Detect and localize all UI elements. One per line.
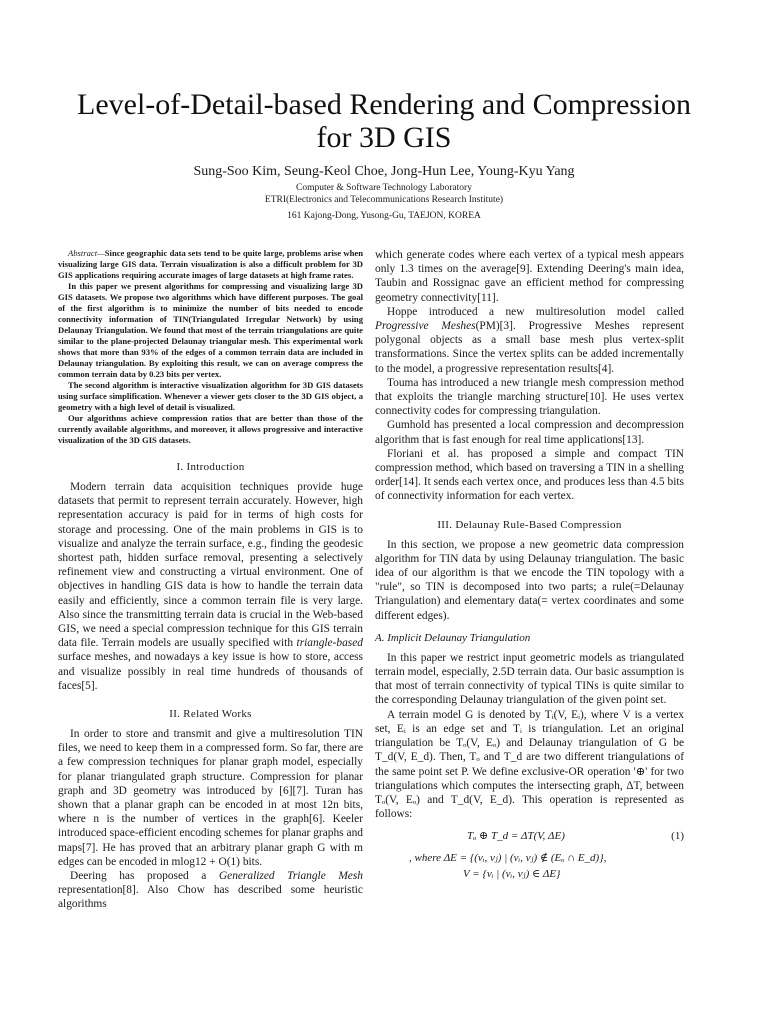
related-works-paragraph-3: which generate codes where each vertex of a typical mesh appears only 1.3 times on the average[9]. Extending Deering's main idea, Taubin and Rossignac gave an efficient method for compressing geometry connectivity[11].	[375, 249, 684, 304]
left-column	[58, 248, 363, 912]
affiliation-address: 161 Kajong-Dong, Yusong-Gu, TAEJON, KOREA	[287, 211, 481, 221]
equation-1-vertex-set: V = {vᵢ | (vᵢ, vⱼ) ∈ ΔE}	[463, 868, 561, 881]
delaunay-paragraph-2: In this paper we restrict input geometric models as triangulated terrain model, especially, 2.5D terrain data. Our basic assumption is that most of terrain connectivity of typical TINs is quite similar to the corresponding Delaunay triangulation of the given point set.	[375, 651, 684, 707]
abstract-paragraph-2: In this paper we present algorithms for compressing and visualizing large 3D GIS datasets. We propose two algorithms which have different purposes. The goal of the first algorithm is to minimize the number of bits needed to encode connectivity information of TIN(Triangulated Irregular Network) by using Delaunay Triangulation. We found that most of the terrain triangulations are quite similar to the plane-projected Delaunay triangular mesh. This experimental work shows that more than 93% of the edges of a common terrain data are included in Delaunay triangulation. By exploiting this result, we can on average compress the common terrain data by 0.23 bits per vertex.	[58, 281, 363, 379]
author-list: Sung-Soo Kim, Seung-Keol Choe, Jong-Hun Lee, Young-Kyu Yang	[193, 164, 575, 179]
abstract-paragraph-3: The second algorithm is interactive visualization algorithm for 3D GIS datasets using surface simplification. Whenever a viewer gets closer to the 3D GIS object, a geometry with a high level of detail is visualized.	[58, 380, 363, 412]
related-works-paragraph-6: Gumhold has presented a local compression and decompression algorithm that is fast enough for real time applications[13].	[375, 419, 684, 446]
section-heading-delaunay: III. Delaunay Rule-Based Compression	[437, 518, 622, 531]
section-heading-related-works: II. Related Works	[169, 708, 252, 721]
abstract-paragraph-4: Our algorithms achieve compression ratios that are better than those of the currently available algorithms, and moreover, it allows progressive and interactive visualization of the 3D GIS datasets.	[58, 413, 363, 445]
related-works-paragraph-5: Touma has introduced a new triangle mesh compression method that exploits the triangle marching structure[10]. He uses vertex connectivity codes for compressing triangulation.	[375, 376, 684, 418]
paper-title	[40, 88, 728, 154]
equation-1-number: (1)	[671, 830, 684, 843]
title-line-2: for 3D GIS	[316, 121, 452, 154]
delaunay-paragraph-3: A terrain model G is denoted by Tᵢ(V, Eᵢ), where V is a vertex set, Eᵢ is an edge set and Tᵢ is triangulation. Let an original triangulation be Tₒ(V, Eₒ) and Delaunay triangulation of G be T_d(V, E_d). Then, Tₒ and T_d are two different triangulations of the same point set P. We define exclusive-OR operation '⊕' for two triangulations which computes the intersecting graph, ΔT, between Tₒ(V, Eₒ) and T_d(V, E_d). This operation is represented as follows:	[375, 708, 684, 821]
abstract-paragraph-1: Abstract—Since geographic data sets tend to be quite large, problems arise when visualizing large GIS data. Terrain visualization is also a difficult problem for 3D GIS applications requiring accurate images of large datasets at high frame rates.	[58, 248, 363, 280]
affiliation-institute: ETRI(Electronics and Telecommunications Research Institute)	[264, 195, 504, 205]
subsection-heading-implicit-delaunay: A. Implicit Delaunay Triangulation	[375, 631, 531, 644]
delaunay-paragraph-1: In this section, we propose a new geometric data compression algorithm for TIN data by using Delaunay triangulation. The basic idea of our algorithm is that we encode the TIN topology with a "rule", so TIN is decomposed into two parts; a rule(=Delaunay Triangulation) and elementary data(= vertex coordinates and some different edges).	[375, 538, 684, 622]
affiliation-lab: Computer & Software Technology Laboratory	[296, 183, 472, 193]
related-works-paragraph-4: Hoppe introduced a new multiresolution model called Progressive Meshes(PM)[3]. Progressive Meshes represent polygonal objects as a small base mesh plus vertex-split transformations. Since the vertex splits can be added incrementally to the model, a progressive representation results[4].	[375, 305, 684, 375]
related-works-paragraph-2: Deering has proposed a Generalized Triangle Mesh representation[8]. Also Chow has described some heuristic algorithms	[58, 870, 363, 911]
equation-1-where: , where ΔE = {(vᵢ, vⱼ) | (vᵢ, vⱼ) ∉ (Eₒ ∩ E_d)},	[409, 852, 607, 865]
title-line-1: Level-of-Detail-based Rendering and Compression	[77, 88, 691, 121]
equation-1-body: Tₒ ⊕ T_d = ΔT(V, ΔE)	[467, 830, 565, 843]
introduction-paragraph: Modern terrain data acquisition techniques provide huge datasets that permit to represent terrain accurately. However, high representation accuracy is paid for in terms of high costs for storage and processing. One of the main problems in GIS is to visualize and analyze the terrain surface, e.g., finding the geodesic shortest path, hidden surface removal, presenting a selectively refinement view and constructing a virtual environment. One of objectives in handling GIS data is how to handle the terrain data easily and efficiently, since a common terrain file is very large. Also since the transmitting terrain data is crucial in the Web-based GIS, we need a special compression technique for this GIS terrain data file. Terrain models are usually specified with triangle-based surface meshes, and nowadays a key issue is how to store, access and visualize possibly in real time hundreds of thousands of faces[5].	[58, 481, 363, 692]
related-works-paragraph-1: In order to store and transmit and give a multiresolution TIN files, we need to keep them in a compressed form. So far, there are a few compression techniques for planar graph model, especially for planar triangulated graph structure. Compression for planar graph and 3D geometry was introduced by [6][7]. Turan has shown that a planar graph can be encoded in at most 12n bits, where n is the number of vertices in the graph[6]. Keeler introduced space-efficient encoding schemes for planar graphs and maps[7]. He has proved that an arbitrary planar graph G with m edges can be encoded in mlog12 + O(1) bits.	[58, 728, 363, 868]
right-column	[375, 248, 684, 883]
equation-1	[375, 829, 684, 845]
abstract-label: Abstract	[68, 248, 98, 258]
related-works-paragraph-7: Floriani et al. has proposed a simple and compact TIN compression method, which based on traversing a TIN in a shelling order[14]. It sends each vertex once, and produces less than 4.5 bits of connectivity information for each vertex.	[375, 447, 684, 503]
section-heading-introduction: I. Introduction	[176, 461, 245, 473]
